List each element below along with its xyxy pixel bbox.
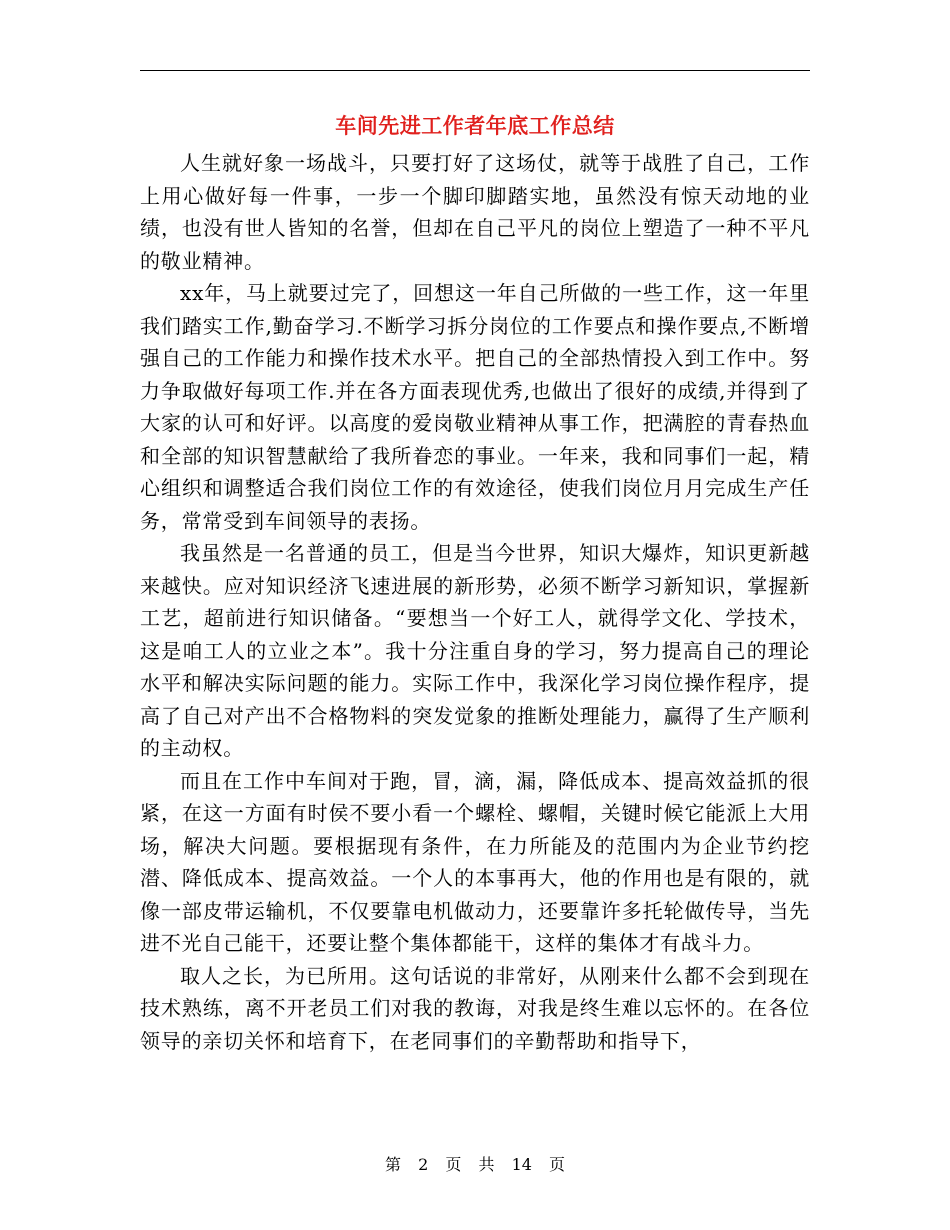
- paragraph-3: 我虽然是一名普通的员工，但是当今世界，知识大爆炸，知识更新越来越快。应对知识经济飞速进展的新形势，必须不断学习新知识，掌握新工艺，超前进行知识储备。“要想当一个好工人，就得学文化、学技术，这是咱工人的立业之本”。我十分注重自身的学习，努力提高自己的理论水平和解决实际问题的能力。实际工作中，我深化学习岗位操作程序，提高了自己对产出不合格物料的突发觉象的推断处理能力，赢得了生产顺利的主动权。: [140, 541, 810, 760]
- header-rule: [140, 70, 810, 71]
- paragraph-5: 取人之长，为已所用。这句话说的非常好，从刚来什么都不会到现在技术熟练，离不开老员工们对我的教诲，对我是终生难以忘怀的。在各位领导的亲切关怀和培育下，在老同事们的辛勤帮助和指导下，: [140, 963, 810, 1053]
- footer-page-label: 页: [445, 1155, 462, 1174]
- page-footer: [0, 1153, 950, 1177]
- footer-prefix: 第: [384, 1155, 401, 1174]
- footer-total-pages: 14: [511, 1155, 532, 1174]
- footer-total-label: 共: [478, 1155, 495, 1174]
- paragraph-1: 人生就好象一场战斗，只要打好了这场仗，就等于战胜了自己，工作上用心做好每一件事，一步一个脚印脚踏实地，虽然没有惊天动地的业绩，也没有世人皆知的名誉，但却在自己平凡的岗位上塑造了一种不平凡的敬业精神。: [140, 151, 810, 273]
- footer-suffix: 页: [549, 1155, 566, 1174]
- document-body: [140, 147, 810, 1057]
- footer-page-number: 2: [418, 1155, 429, 1174]
- paragraph-4: 而且在工作中车间对于跑，冒，滴，漏，降低成本、提高效益抓的很紧，在这一方面有时侯不要小看一个螺栓、螺帽，关键时候它能派上大用场，解决大问题。要根据现有条件，在力所能及的范围内为企业节约挖潜、降低成本、提高效益。一个人的本事再大，他的作用也是有限的，就像一部皮带运输机，不仅要靠电机做动力，还要靠许多托轮做传导，当先进不光自己能干，还要让整个集体都能干，这样的集体才有战斗力。: [140, 768, 810, 955]
- document-title: 车间先进工作者年底工作总结: [335, 114, 615, 138]
- paragraph-2: xx年，马上就要过完了，回想这一年自己所做的一些工作，这一年里我们踏实工作,勤奋学习.不断学习拆分岗位的工作要点和操作要点,不断增强自己的工作能力和操作技术水平。把自己的全部热情投入到工作中。努力争取做好每项工作.并在各方面表现优秀,也做出了很好的成绩,并得到了大家的认可和好评。以高度的爱岗敬业精神从事工作，把满腔的青春热血和全部的知识智慧献给了我所眷恋的事业。一年来，我和同事们一起，精心组织和调整适合我们岗位工作的有效途径，使我们岗位月月完成生产任务，常常受到车间领导的表扬。: [140, 281, 810, 533]
